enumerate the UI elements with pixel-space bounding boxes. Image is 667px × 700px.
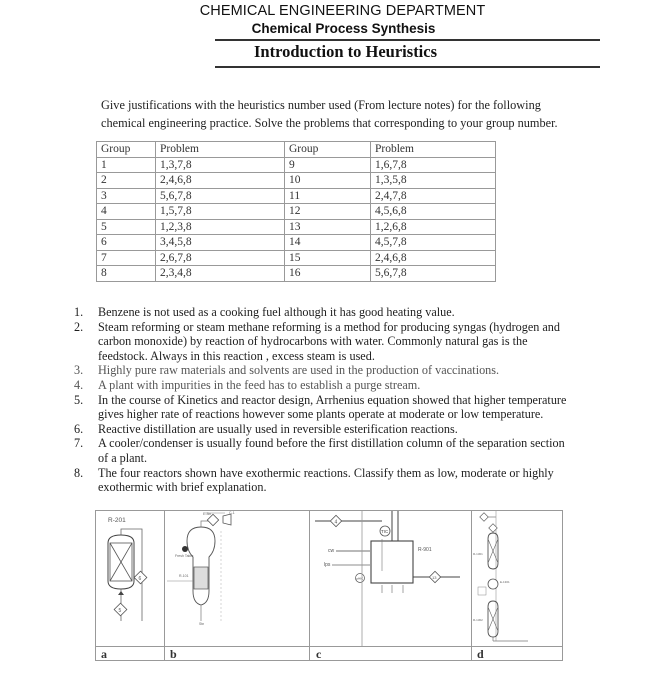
department-name: CHEMICAL ENGINEERING DEPARTMENT <box>199 3 486 19</box>
group-cell: 13 <box>285 219 371 235</box>
group-cell: 16 <box>285 266 371 282</box>
problem-item: 6. Reactive distillation are usually used in reversible esterification reactions. <box>74 421 458 436</box>
svg-text:R-201: R-201 <box>108 517 126 524</box>
group-cell: 8 <box>97 266 156 282</box>
problem-cell: 1,2,3,8 <box>156 219 285 235</box>
problem-cell: 4,5,7,8 <box>371 235 496 251</box>
header-group: Group <box>97 142 156 158</box>
svg-text:cw: cw <box>328 548 335 554</box>
panel-label-d: d <box>477 647 484 661</box>
problem-cell: 1,3,5,8 <box>371 173 496 189</box>
group-cell: 9 <box>285 157 371 173</box>
group-cell: 5 <box>97 219 156 235</box>
header-rule-top <box>215 39 600 41</box>
instructions-line-2: chemical engineering practice. Solve the problems that corresponding to your group number. <box>101 116 558 130</box>
course-name: Chemical Process Synthesis <box>251 21 436 36</box>
problem-cell: 2,6,7,8 <box>156 250 285 266</box>
svg-text:lps: lps <box>324 562 331 568</box>
label-row-rule <box>95 646 563 647</box>
svg-text:R-101: R-101 <box>179 574 189 578</box>
group-cell: 11 <box>285 188 371 204</box>
group-cell: 12 <box>285 204 371 220</box>
svg-text:Fresh Taker: Fresh Taker <box>175 554 194 558</box>
reactor-diagram-a <box>96 511 164 646</box>
group-cell: 2 <box>97 173 156 189</box>
problem-cell: 1,2,6,8 <box>371 219 496 235</box>
reactor-diagram-c <box>310 511 471 646</box>
group-cell: 14 <box>285 235 371 251</box>
problem-cell: 2,4,7,8 <box>371 188 496 204</box>
group-cell: 15 <box>285 250 371 266</box>
problem-cell: 2,3,4,8 <box>156 266 285 282</box>
problem-item: 4. A plant with impurities in the feed has to establish a purge stream. <box>74 377 421 392</box>
header-rule-bottom <box>215 66 600 68</box>
problem-item: 8. The four reactors shown have exothermic reactions. Classify them as low, moderate or highly exothermic with brief explanation. <box>74 465 554 495</box>
svg-text:6: 6 <box>138 576 142 582</box>
problem-cell: 1,6,7,8 <box>371 157 496 173</box>
group-cell: 7 <box>97 250 156 266</box>
document-title: Introduction to Heuristics <box>253 42 438 61</box>
table-row <box>97 173 496 189</box>
svg-text:TIC: TIC <box>381 529 389 534</box>
panel-label-c: c <box>316 647 322 661</box>
group-problem-table <box>96 141 496 282</box>
table-row <box>97 250 496 266</box>
problem-item: 5. In the course of Kinetics and reactor design, Arrhenius equation showed that higher temperature gives higher rate of reactions however some plants operate at moderate or low temperature. <box>74 392 567 422</box>
table-row <box>97 188 496 204</box>
group-cell: 6 <box>97 235 156 251</box>
table-row <box>97 266 496 282</box>
problem-list <box>70 305 600 495</box>
group-cell: 1 <box>97 157 156 173</box>
svg-text:Stn: Stn <box>199 622 205 626</box>
svg-text:R-1301: R-1301 <box>473 552 483 556</box>
problem-item: 3. Highly pure raw materials and solvents are used in the production of vaccinations. <box>74 363 500 378</box>
header-problem: Problem <box>371 142 496 158</box>
svg-text:4: 4 <box>334 519 338 526</box>
table-row <box>97 219 496 235</box>
group-cell: 3 <box>97 188 156 204</box>
group-cell: 10 <box>285 173 371 189</box>
problem-cell: 2,4,6,8 <box>371 250 496 266</box>
problem-cell: 1,3,7,8 <box>156 157 285 173</box>
problem-item: 1. Benzene is not used as a cooking fuel although it has good heating value. <box>74 305 455 319</box>
reactor-diagram-b <box>165 511 309 646</box>
svg-text:5: 5 <box>118 608 122 614</box>
problem-item: 2. Steam reforming or steam methane reforming is a method for producing syngas (hydrogen and carbon monoxide) by reaction of hydrocarbons with water. Commonly natural gas is the feedstock. Always in this reaction , excess steam is used. <box>74 319 560 363</box>
problem-cell: 4,5,6,8 <box>371 204 496 220</box>
svg-text:R-901: R-901 <box>418 547 432 553</box>
problem-cell: 3,4,5,8 <box>156 235 285 251</box>
svg-text:R-1302: R-1302 <box>473 618 483 622</box>
panel-label-a: a <box>101 647 107 661</box>
panel-label-b: b <box>170 647 177 661</box>
instructions <box>101 96 601 132</box>
table-row <box>97 235 496 251</box>
group-cell: 4 <box>97 204 156 220</box>
header-problem: Problem <box>156 142 285 158</box>
problem-cell: 1,5,7,8 <box>156 204 285 220</box>
problem-cell: 5,6,7,8 <box>371 266 496 282</box>
reactor-diagram-d <box>472 511 563 646</box>
table-row <box>97 157 496 173</box>
table-header-row <box>97 142 496 158</box>
svg-text:13: 13 <box>432 575 437 580</box>
problem-cell: 5,6,7,8 <box>156 188 285 204</box>
svg-text:C-1: C-1 <box>229 511 235 515</box>
table-row <box>97 204 496 220</box>
svg-text:E-1301: E-1301 <box>500 580 510 584</box>
instructions-line-1: Give justifications with the heuristics number used (From lecture notes) for the following <box>101 98 541 112</box>
problem-item: 7. A cooler/condenser is usually found before the first distillation column of the separation section of a plant. <box>74 436 565 465</box>
header-group: Group <box>285 142 371 158</box>
problem-cell: 2,4,6,8 <box>156 173 285 189</box>
svg-text:pHIC: pHIC <box>356 576 364 581</box>
svg-text:E-3in: E-3in <box>203 512 212 516</box>
